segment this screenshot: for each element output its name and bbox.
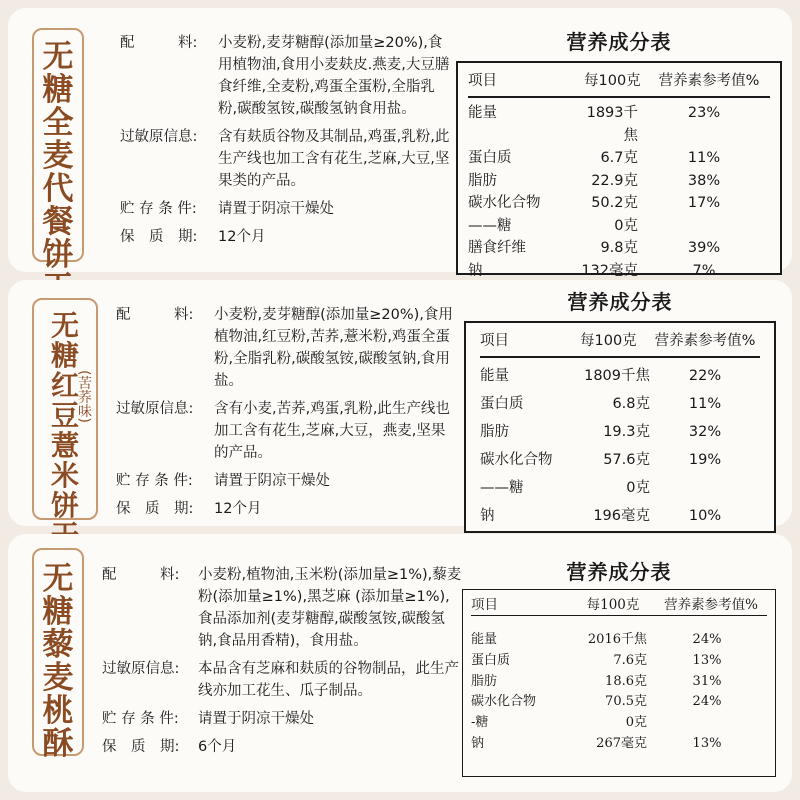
title-char: 酥: [42, 726, 74, 762]
allergen-row: [120, 126, 450, 192]
shelf-life-value: 12个月: [214, 501, 262, 517]
title-char: 桃: [42, 693, 74, 729]
product-card-whole-wheat-biscuit: [8, 8, 792, 279]
nutrient-name: 蛋白质: [471, 652, 511, 668]
nutrient-nrv: 38%: [687, 172, 721, 189]
nutrition-row: [480, 474, 760, 502]
nutrient-nrv: 22%: [688, 368, 722, 384]
nutrition-row: [480, 502, 760, 530]
ingredients-row: [116, 304, 456, 392]
nutrient-name: -糖: [471, 715, 489, 731]
nutrient-amount: 19.3克: [603, 424, 650, 440]
nutrient-nrv: 24%: [692, 632, 722, 647]
nutrition-row: [480, 362, 760, 390]
nutrient-amount: 6.7克: [600, 150, 638, 166]
title-char: 豆: [50, 399, 79, 432]
allergen-value: 含有小麦,苦荞,鸡蛋,乳粉,此生产线也加工含有花生,芝麻,大豆，燕麦,坚果的产品。: [214, 401, 450, 461]
nutrition-rows: [471, 616, 767, 755]
nutrient-nrv: 13%: [692, 652, 722, 668]
nutrition-row: [471, 713, 767, 734]
title-char: 糖: [50, 339, 79, 372]
nutrition-title: 营养成分表: [566, 30, 672, 54]
product-info: [102, 564, 462, 758]
title-char: 饼: [50, 489, 79, 522]
nutrition-row: [468, 192, 770, 215]
nutrient-nrv: [647, 713, 767, 734]
nutrient-amount: 22.9克: [591, 172, 638, 189]
shelf-life-row: [120, 226, 450, 248]
shelf-life-value: 6个月: [198, 739, 237, 755]
nutrition-table: [464, 321, 776, 533]
nutrition-facts: [464, 286, 776, 533]
nutrient-nrv: 11%: [687, 150, 721, 166]
nutrient-nrv: 11%: [688, 396, 722, 412]
nutrient-name: 钠: [480, 508, 495, 524]
nutrition-header-row: [471, 590, 767, 616]
nutrition-rows: [468, 98, 770, 282]
nutrient-amount: 267毫克: [596, 735, 647, 751]
nutrition-row: [480, 418, 760, 446]
title-char: 麦: [42, 660, 74, 696]
storage-row: [120, 198, 450, 220]
nutrient-nrv: 7%: [692, 262, 716, 279]
nutrition-row: [471, 672, 767, 693]
nutrient-amount: 9.8克: [600, 240, 638, 256]
nutrient-name: 脂肪: [480, 424, 509, 440]
nutrition-title: 营养成分表: [566, 560, 672, 584]
title-char: 糖: [42, 72, 74, 108]
header-per-100g: 每100克: [580, 333, 637, 349]
nutrition-row: [480, 390, 760, 418]
product-card-red-bean-barley-biscuit: [8, 280, 792, 526]
product-title-tag: [32, 548, 84, 762]
title-char: 代: [42, 171, 74, 207]
title-char: 无: [42, 561, 74, 597]
nutrition-row: [468, 170, 770, 193]
storage-row: [116, 470, 456, 492]
storage-label: 贮 存 条 件:: [116, 473, 193, 489]
nutrient-name: 膳食纤维: [468, 240, 526, 256]
ingredients-value: 小麦粉,麦芽糖醇(添加量≥20%),食用植物油,食用小麦麸皮.燕麦,大豆膳食纤维,全麦粉,鸡蛋全蛋粉,全脂乳粉,碳酸氢铵,碳酸氢钠食用盐。: [218, 35, 450, 117]
flavor-subtitle: (苦荞味): [76, 370, 92, 423]
title-char: 无: [50, 309, 79, 342]
nutrition-row: [471, 651, 767, 672]
nutrient-name: 碳水化合物: [468, 195, 541, 211]
nutrient-nrv: 39%: [687, 240, 721, 256]
nutrient-amount: 6.8克: [612, 396, 650, 412]
title-char: 餐: [42, 204, 74, 240]
nutrient-name: 能量: [468, 105, 497, 121]
nutrient-name: 钠: [468, 262, 483, 279]
nutrient-amount: 1809千焦: [584, 368, 650, 384]
header-per-100g: 每100克: [584, 73, 641, 89]
nutrient-name: 碳水化合物: [471, 694, 537, 710]
nutrition-facts: [456, 26, 782, 279]
nutrient-name: 蛋白质: [468, 150, 512, 166]
ingredients-label: 配 料:: [102, 567, 180, 583]
nutrient-nrv: 32%: [688, 424, 722, 440]
nutrition-row: [468, 147, 770, 170]
header-item: 项目: [471, 597, 498, 613]
nutrient-amount: 57.6克: [603, 452, 650, 468]
shelf-life-row: [102, 736, 462, 758]
nutrient-nrv: [638, 215, 770, 238]
nutrient-name: 脂肪: [471, 673, 498, 689]
title-char: 薏: [50, 429, 79, 462]
nutrition-row: [468, 237, 770, 260]
nutrient-amount: 50.2克: [591, 195, 638, 211]
storage-value: 请置于阴凉干燥处: [218, 201, 334, 217]
nutrition-row: [468, 102, 770, 147]
nutrition-rows: [480, 358, 760, 530]
product-info: [116, 304, 456, 520]
product-info: [120, 32, 450, 248]
nutrient-amount: 196毫克: [593, 508, 650, 524]
allergen-row: [102, 658, 462, 702]
header-item: 项目: [480, 333, 509, 349]
allergen-label: 过敏原信息:: [120, 129, 198, 145]
nutrient-amount: 0克: [614, 217, 638, 234]
shelf-life-label: 保 质 期:: [116, 501, 194, 517]
shelf-life-value: 12个月: [218, 229, 266, 245]
nutrient-nrv: 23%: [687, 105, 721, 121]
title-char: 全: [42, 105, 74, 141]
nutrient-nrv: 31%: [692, 673, 722, 689]
shelf-life-row: [116, 498, 456, 520]
nutrient-name: 碳水化合物: [480, 452, 553, 468]
nutrient-amount: 7.6克: [613, 652, 647, 668]
header-nrv: 营养素参考值%: [658, 73, 760, 89]
storage-value: 请置于阴凉干燥处: [198, 711, 314, 727]
ingredients-row: [120, 32, 450, 120]
title-char: 麦: [42, 138, 74, 174]
allergen-value: 含有麸质谷物及其制品,鸡蛋,乳粉,此生产线也加工含有花生,芝麻,大豆,坚果类的产品。: [218, 129, 450, 189]
nutrient-amount: 1893千焦: [586, 105, 638, 144]
nutrient-amount: 0克: [626, 480, 650, 496]
ingredients-value: 小麦粉,植物油,玉米粉(添加量≥1%),藜麦粉(添加量≥1%),黑芝麻 (添加量≥1%),食品添加剂(麦芽糖醇,碳酸氢铵,碳酸氢钠,食品用香精)，食用盐。: [198, 567, 462, 649]
storage-row: [102, 708, 462, 730]
nutrient-nrv: 10%: [688, 508, 722, 524]
ingredients-label: 配 料:: [120, 35, 198, 51]
title-char: 米: [50, 459, 79, 492]
title-char: 糖: [42, 594, 74, 630]
nutrient-name: 能量: [471, 632, 498, 647]
title-char: 藜: [42, 627, 74, 663]
allergen-value: 本品含有芝麻和麸质的谷物制品，此生产线亦加工花生、瓜子制品。: [198, 661, 459, 699]
nutrient-name: 脂肪: [468, 172, 497, 189]
nutrient-nrv: 19%: [688, 452, 722, 468]
nutrition-row: [468, 215, 770, 238]
shelf-life-label: 保 质 期:: [120, 229, 198, 245]
nutrition-row: [480, 446, 760, 474]
nutrition-title: 营养成分表: [567, 290, 673, 314]
title-char: 饼: [42, 237, 74, 273]
allergen-label: 过敏原信息:: [102, 661, 180, 677]
nutrient-nrv: 24%: [692, 694, 722, 710]
nutrient-amount: 0克: [625, 715, 647, 731]
nutrient-name: 能量: [480, 368, 509, 384]
header-nrv: 营养素参考值%: [654, 333, 756, 349]
nutrient-nrv: 17%: [687, 195, 721, 211]
shelf-life-label: 保 质 期:: [102, 739, 180, 755]
nutrient-amount: 70.5克: [605, 694, 647, 710]
nutrient-name: ——糖: [468, 217, 512, 234]
nutrient-nrv: [650, 474, 760, 502]
product-title-tag: [32, 298, 98, 520]
nutrition-table: [462, 589, 776, 777]
ingredients-label: 配 料:: [116, 307, 194, 323]
nutrient-amount: 18.6克: [605, 673, 647, 689]
nutrient-name: ——糖: [480, 480, 524, 496]
allergen-row: [116, 398, 456, 464]
header-item: 项目: [468, 73, 497, 89]
product-title-tag: [32, 28, 84, 273]
nutrient-name: 钠: [471, 735, 485, 751]
nutrient-amount: 2016千焦: [587, 632, 647, 647]
storage-label: 贮 存 条 件:: [102, 711, 179, 727]
nutrition-row: [471, 630, 767, 651]
storage-label: 贮 存 条 件:: [120, 201, 197, 217]
nutrition-facts: [462, 556, 776, 777]
nutrition-row: [471, 734, 767, 755]
title-char: 无: [42, 39, 74, 75]
ingredients-value: 小麦粉,麦芽糖醇(添加量≥20%),食用植物油,红豆粉,苦荞,薏米粉,鸡蛋全蛋粉,全脂乳粉,碳酸氢铵,碳酸氢钠,食用盐。: [214, 307, 453, 389]
product-card-quinoa-walnut-cookie: [8, 534, 792, 792]
nutrient-name: 蛋白质: [480, 396, 524, 412]
nutrient-amount: 132毫克: [581, 262, 638, 279]
nutrition-row: [471, 692, 767, 713]
ingredients-row: [102, 564, 462, 652]
nutrition-header-row: [468, 63, 770, 98]
title-char: 红: [50, 369, 79, 402]
nutrition-header-row: [480, 323, 760, 358]
header-nrv: 营养素参考值%: [664, 597, 758, 613]
header-per-100g: 每100克: [586, 597, 640, 613]
allergen-label: 过敏原信息:: [116, 401, 194, 417]
nutrition-table: [456, 61, 782, 279]
nutrition-row: [468, 260, 770, 283]
storage-value: 请置于阴凉干燥处: [214, 473, 330, 489]
nutrient-nrv: 13%: [692, 735, 722, 751]
